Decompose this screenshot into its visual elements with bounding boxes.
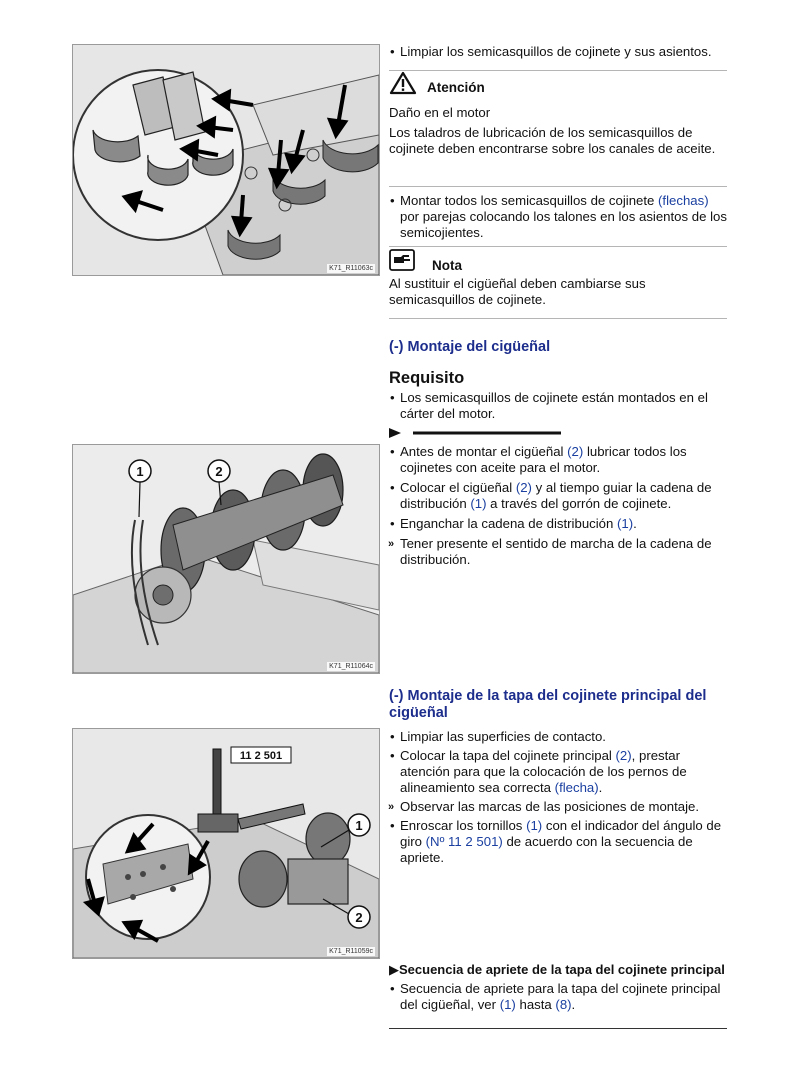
section-crankshaft	[389, 339, 727, 356]
figure-code: K71_R11063c	[329, 265, 373, 272]
section-cap	[389, 688, 727, 722]
list-item: • Enganchar la cadena de distribución (1).	[390, 516, 637, 531]
divider	[389, 318, 727, 319]
list-item: • Colocar la tapa del cojinete principal (2), prestar atención para que la colocación de los pernos de alineamiento sea correcta (flecha).	[390, 748, 687, 795]
figure-code: K71_R11059c	[329, 948, 373, 955]
divider	[389, 246, 727, 247]
list-item: • Antes de montar el cigüeñal (2) lubricar todos los cojinetes con aceite para el motor.	[390, 444, 687, 475]
requirement-block: Requisito • Los semicasquillos de cojinete están montados en el cárter del motor.	[389, 370, 727, 422]
list-item: • Limpiar las superficies de contacto.	[390, 729, 606, 744]
bearing-shells-illustration	[73, 45, 379, 275]
procedure-arrow-icon	[389, 427, 561, 439]
step-clean-shells: • Limpiar los semicasquillos de cojinete y sus asientos.	[390, 44, 712, 59]
tool-label: 11 2 501	[239, 750, 283, 762]
note-title: Nota	[432, 258, 462, 273]
list-item: » Tener presente el sentido de marcha de la cadena de distribución.	[388, 536, 712, 567]
callout-1: 1	[355, 818, 363, 833]
sequence-title: Secuencia de apriete de la tapa del cojinete principal	[399, 962, 725, 977]
callout-2: 2	[215, 464, 223, 479]
figure-main-bearing-cap	[72, 728, 380, 959]
arrows-link[interactable]: (flechas)	[658, 193, 709, 208]
section-title: (-) Montaje del cigüeñal	[389, 339, 551, 355]
figure-bearing-shells	[72, 44, 380, 276]
callout-1: 1	[136, 464, 144, 479]
procedure-triangle-icon: ▶	[389, 962, 399, 977]
cap-steps	[389, 729, 727, 866]
list-item: • Secuencia de apriete para la tapa del cojinete principal del cigüeñal, ver (1) hasta (8).	[390, 981, 721, 1012]
list-item: » Observar las marcas de las posiciones de montaje.	[388, 799, 700, 814]
divider	[389, 70, 727, 71]
list-item: • Enroscar los tornillos (1) con el indicador del ángulo de giro (Nº 11 2 501) de acuerdo con la secuencia de apriete.	[390, 818, 722, 865]
list-item: • Colocar el cigüeñal (2) y al tiempo guiar la cadena de distribución (1) a través del gorrón de cojinete.	[390, 480, 712, 511]
divider	[389, 186, 727, 187]
sequence-block	[389, 962, 727, 1013]
warning-triangle-icon	[389, 71, 417, 95]
figure-crankshaft	[72, 444, 380, 674]
requirement-title: Requisito	[389, 369, 465, 387]
crankshaft-illustration	[73, 445, 379, 673]
warning-text: Los taladros de lubricación de los semicasquillos de cojinete deben encontrarse sobre los canales de aceite.	[389, 125, 716, 156]
section-title: (-) Montaje de la tapa del cojinete principal del cigüeñal	[389, 688, 707, 721]
divider	[389, 1028, 727, 1029]
callout-2: 2	[355, 910, 363, 925]
crankshaft-steps	[389, 444, 727, 568]
requirement-text: Los semicasquillos de cojinete están montados en el cárter del motor.	[400, 390, 708, 421]
figure-code: K71_R11064c	[329, 663, 373, 670]
warning-subtitle: Daño en el motor	[389, 105, 491, 120]
note-hand-icon	[389, 249, 415, 271]
warning-title: Atención	[427, 80, 485, 95]
note-text: Al sustituir el cigüeñal deben cambiarse sus semicasquillos de cojinete.	[389, 276, 646, 307]
bearing-cap-illustration	[73, 729, 379, 958]
step-mount-shells: • Montar todos los semicasquillos de cojinete (flechas) por parejas colocando los talones en los asientos de los semicojientes.	[390, 193, 727, 240]
